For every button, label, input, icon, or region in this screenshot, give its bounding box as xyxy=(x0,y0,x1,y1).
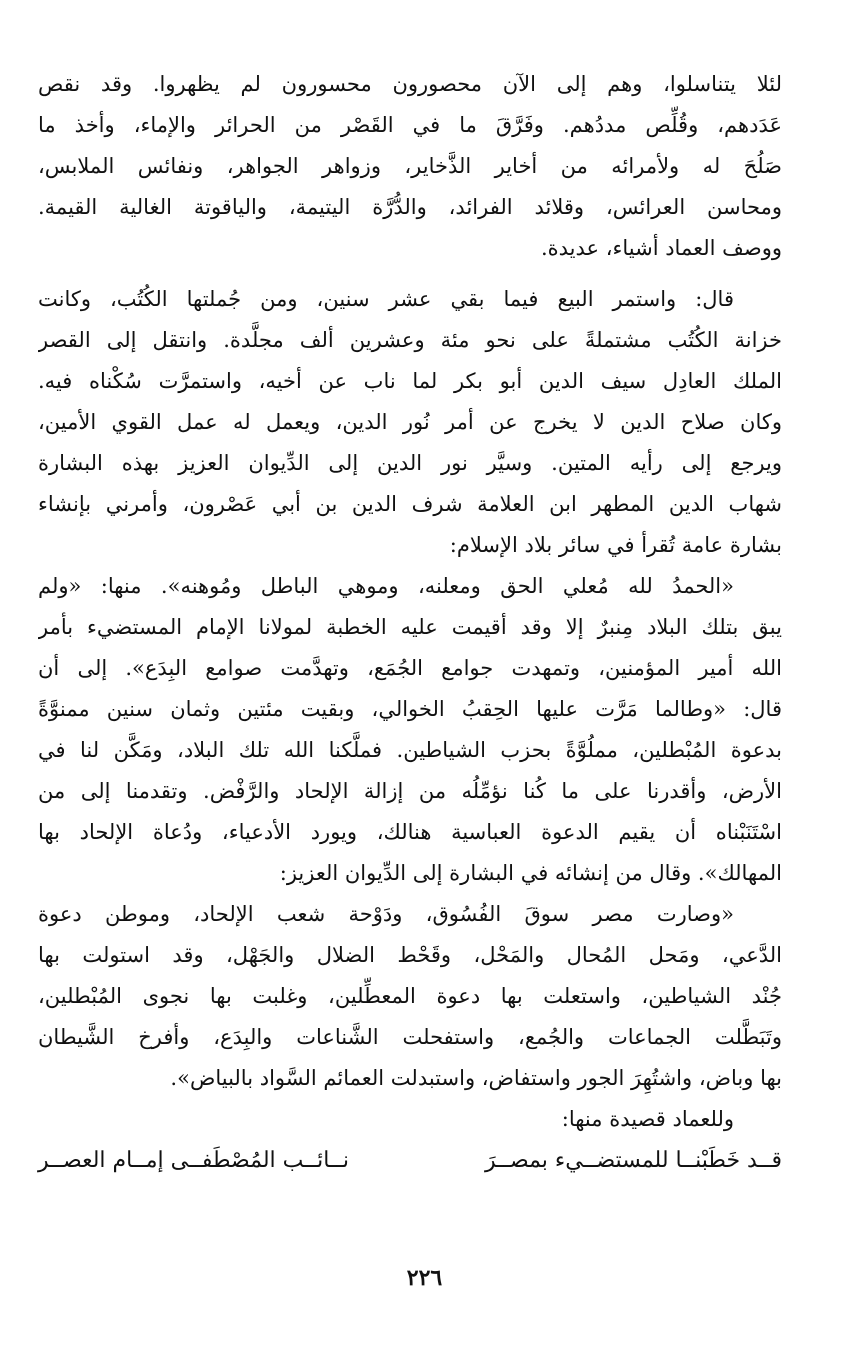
text-line: وكان صلاح الدين لا يخرج عن أمر نُور الدين، ويعمل له عمل القوي الأمين، xyxy=(38,410,782,434)
paragraph-5 xyxy=(38,1099,782,1140)
text-line: ووصف العماد أشياء، عديدة. xyxy=(540,236,782,260)
poem-verse xyxy=(38,1140,782,1181)
paragraph-4 xyxy=(38,894,782,1099)
text-line: بها وباض، واشتُهِرَ الجور واستفاض، واستبدلت العمائم السَّواد بالبياض». xyxy=(170,1066,782,1090)
verse-first-hemistich: قــد خَطَبْنــا للمستضــيء بمصــرَ xyxy=(484,1148,782,1173)
text-line: الدَّعي، ومَحل المُحال والمَحْل، وقَحْط الضلال والجَهْل، وقد استولت بها xyxy=(38,943,782,967)
text-line: «الحمدُ لله مُعلي الحق ومعلنه، وموهي الباطل ومُوهنه». منها: «ولم xyxy=(38,574,734,598)
text-line: يبق بتلك البلاد مِنبرٌ إلا وقد أقيمت عليه الخطبة لمولانا الإمام المستضيء بأمر xyxy=(38,615,782,639)
text-line: المهالك». وقال من إنشائه في البشارة إلى الدِّيوان العزيز: xyxy=(279,861,782,885)
text-line: شهاب الدين المطهر ابن العلامة شرف الدين بن أبي عَصْرون، وأمرني بإنشاء xyxy=(38,492,782,516)
text-line: الله أمير المؤمنين، وتمهدت جوامع الجُمَع، وتهدَّمت صوامع البِدَع». إلى أن xyxy=(38,656,782,680)
paragraph-1 xyxy=(38,64,782,269)
text-line: قال: «وطالما مَرَّت عليها الحِقبُ الخوالي، وبقيت مئتين وثمان سنين ممنوَّةً xyxy=(38,697,782,721)
text-line: وتَبَطَّلت الجماعات والجُمع، واستفحلت الشَّناعات والبِدَع، وأفرخ الشَّيطان xyxy=(38,1025,782,1049)
text-line: صَلُحَ له ولأمرائه من أخاير الذَّخاير، وزواهر الجواهر، ونفائس الملابس، xyxy=(38,154,782,178)
text-line: قال: واستمر البيع فيما بقي عشر سنين، ومن جُملتها الكُتُب، وكانت xyxy=(38,287,734,311)
page-number: ٢٢٦ xyxy=(406,1265,443,1291)
text-line: عَدَدهم، وقُلِّص مددُهم. وفَرَّقَ ما في القَصْر من الحرائر والإماء، وأخذ ما xyxy=(38,113,782,137)
text-line: ويرجع إلى رأيه المتين. وسيَّر نور الدين إلى الدِّيوان العزيز بهذه البشارة xyxy=(38,451,782,475)
text-line: وللعماد قصيدة منها: xyxy=(561,1107,734,1131)
page-body xyxy=(38,64,782,1181)
text-line: خزانة الكُتُب مشتملةً على نحو مئة وعشرين ألف مجلَّدة. وانتقل إلى القصر xyxy=(38,328,782,352)
text-line: الملك العادِل سيف الدين أبو بكر لما ناب عن أخيه، واستمرَّت سُكْناه فيه. xyxy=(38,369,782,393)
text-line: ومحاسن العرائس، وقلائد الفرائد، والدُّرَّة اليتيمة، والياقوتة الغالية القيمة. xyxy=(38,195,782,219)
verse-second-hemistich: نــائــب المُصْطَفــى إمــام العصــر xyxy=(38,1148,349,1173)
text-line: جُنْد الشياطين، واستعلت بها دعوة المعطِّلين، وغلبت بها نجوى المُبْطلين، xyxy=(38,984,782,1008)
text-line: الأرض، وأقدرنا على ما كُنا نؤمِّلُه من إزالة الإلحاد والرَّفْض. وتقدمنا إلى من xyxy=(38,779,782,803)
text-line: اسْتَنَبْناه أن يقيم الدعوة العباسية هنالك، ويورد الأدعياء، ودُعاة الإلحاد بها xyxy=(38,820,782,844)
paragraph-2 xyxy=(38,279,782,566)
text-line: بشارة عامة تُقرأ في سائر بلاد الإسلام: xyxy=(449,533,782,557)
text-line: بدعوة المُبْطلين، مملُوَّةً بحزب الشياطين. فملَّكنا الله تلك البلاد، ومَكَّن لنا في xyxy=(38,738,782,762)
text-line: «وصارت مصر سوقَ الفُسُوق، ودَوْحة شعب الإلحاد، وموطن دعوة xyxy=(38,902,734,926)
text-line: لئلا يتناسلوا، وهم إلى الآن محصورون محسورون لم يظهروا. وقد نقص xyxy=(38,72,782,96)
paragraph-3 xyxy=(38,566,782,894)
